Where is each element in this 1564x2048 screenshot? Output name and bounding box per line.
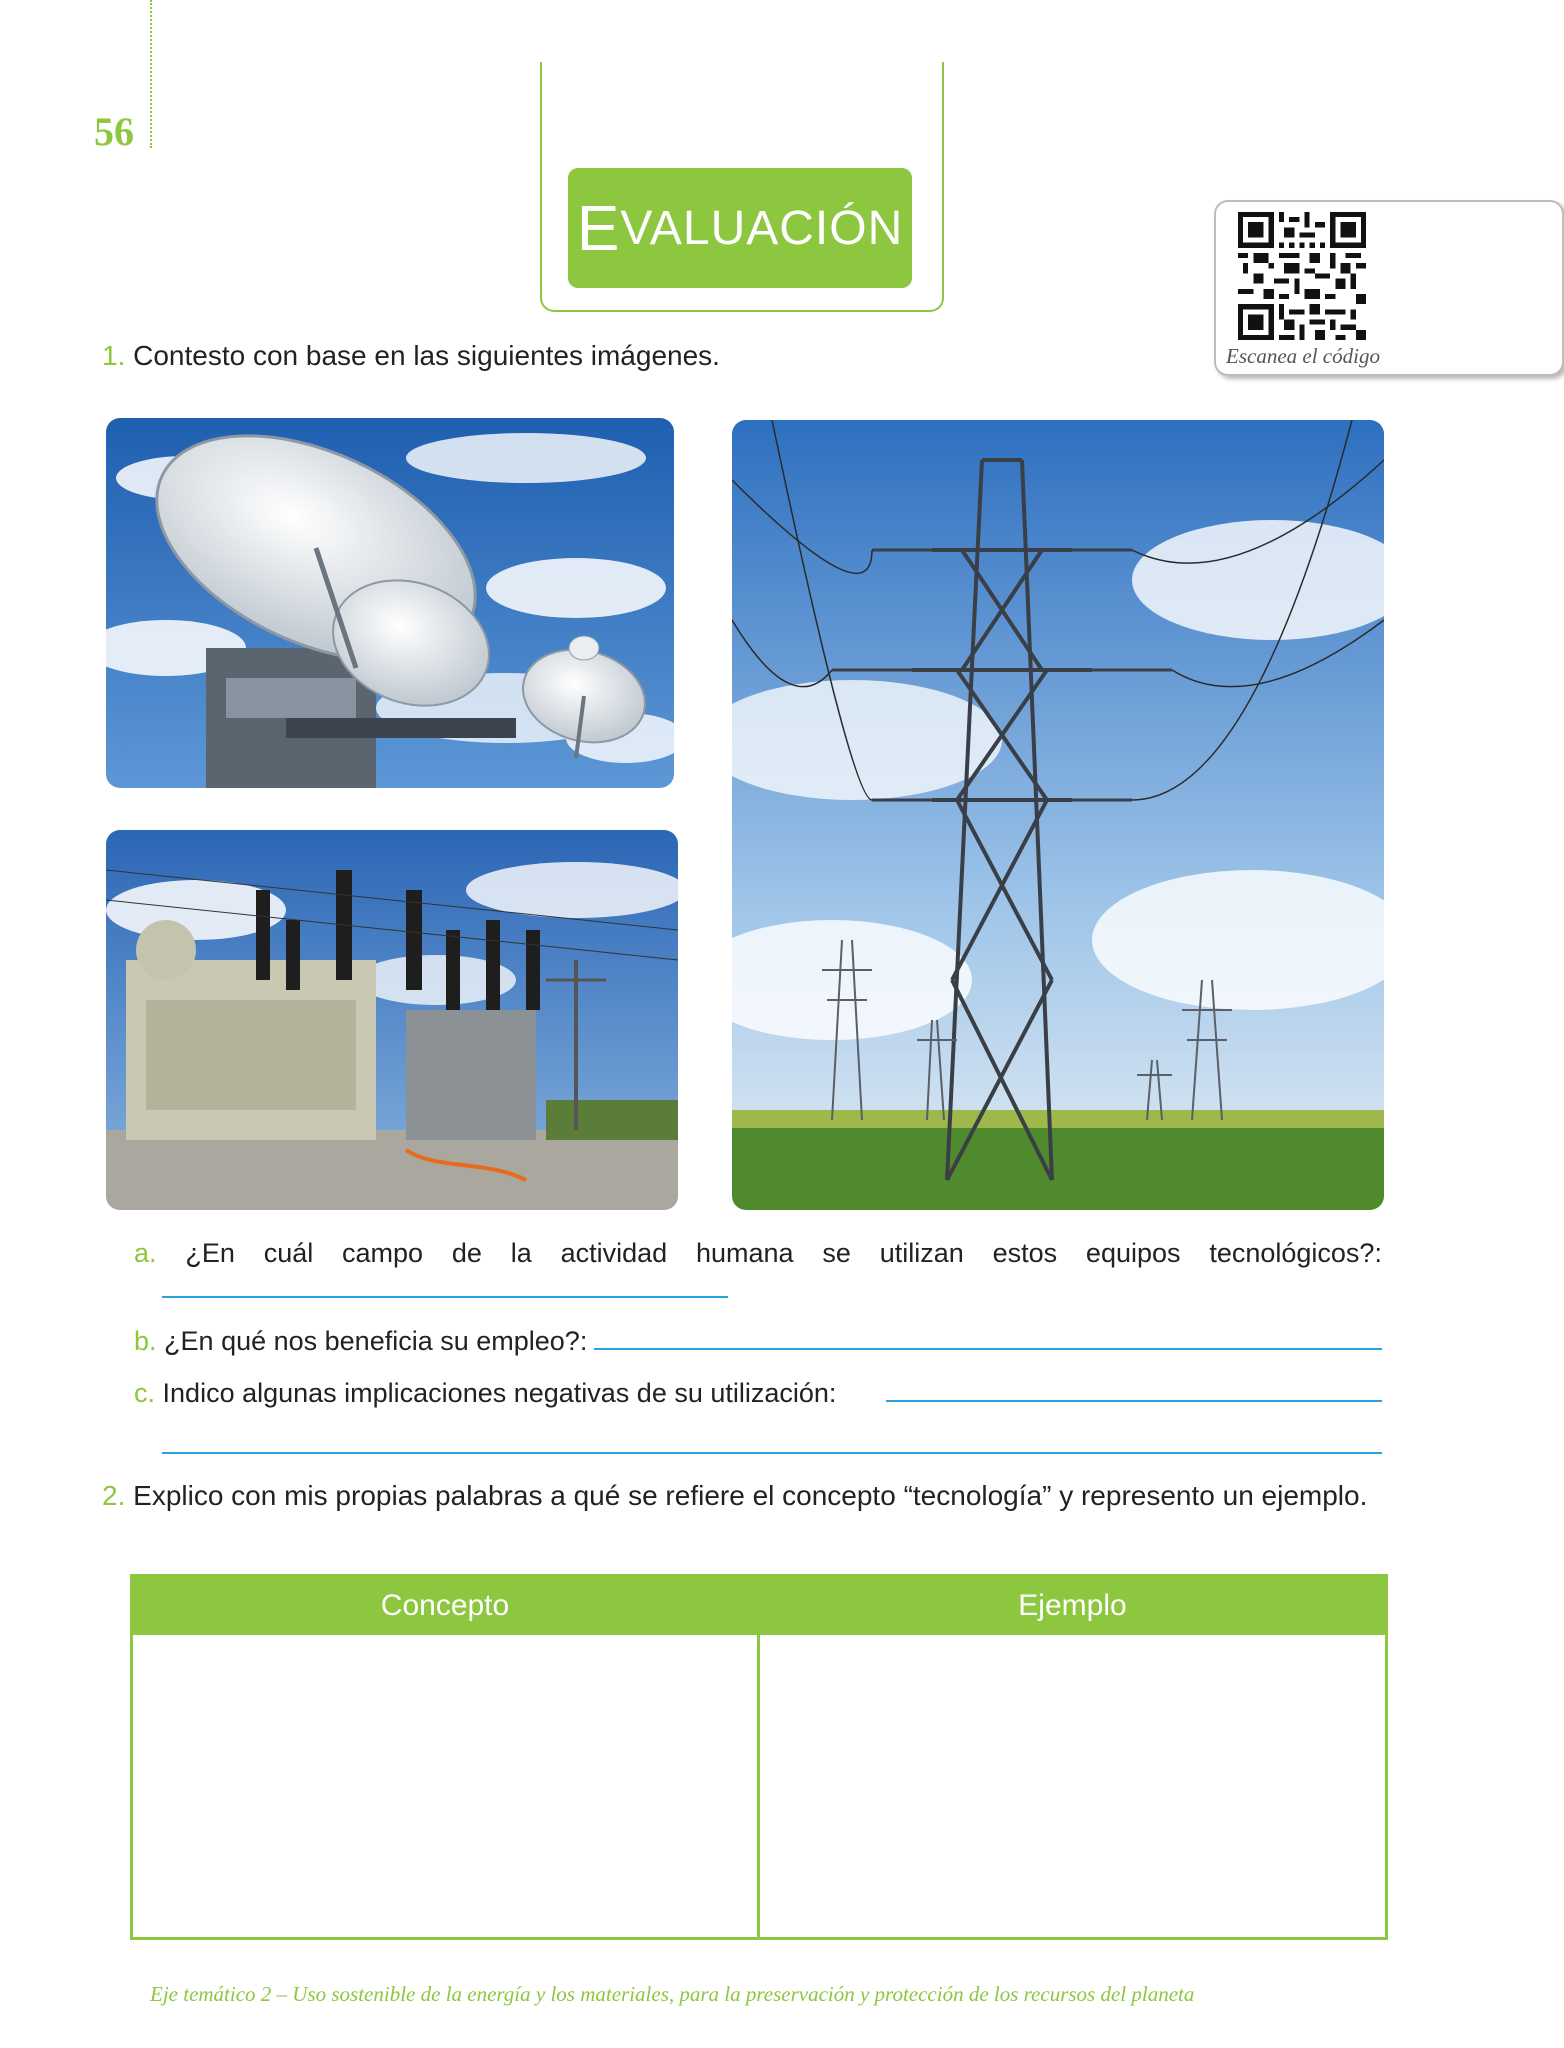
q1a-word: humana [695, 1238, 794, 1268]
transformer-illustration [106, 830, 678, 1210]
question-1 [102, 340, 720, 372]
concept-answer-cell[interactable] [133, 1635, 757, 1937]
concept-example-table [130, 1574, 1388, 1940]
q1a-word: equipos [1085, 1238, 1181, 1268]
question-2-number: 2. [102, 1480, 126, 1511]
q1a-word: se [822, 1238, 851, 1268]
power-tower-illustration [732, 420, 1384, 1210]
question-1b-letter: b. [134, 1326, 157, 1356]
q1a-word: utilizan [879, 1238, 964, 1268]
question-2 [102, 1480, 1367, 1512]
power-transmission-tower-photo [732, 420, 1384, 1210]
q1a-word: estos [992, 1238, 1058, 1268]
answer-line-1b[interactable] [594, 1348, 1382, 1350]
q1a-word: tecnológicos?: [1209, 1238, 1382, 1268]
q1a-word: cuál [263, 1238, 314, 1268]
question-1c [134, 1378, 836, 1409]
question-1-text: Contesto con base en las siguientes imágenes. [133, 340, 720, 371]
question-1a [134, 1238, 1382, 1269]
answer-line-1c-2[interactable] [162, 1452, 1382, 1454]
title-rest: VALUACIÓN [620, 201, 904, 255]
margin-dotted-line [150, 0, 152, 148]
question-2-text: Explico con mis propias palabras a qué se refiere el concepto “tecnología” y represento un ejemplo. [133, 1480, 1368, 1511]
table-header-concepto: Concepto [380, 1589, 510, 1622]
q1a-word: la [510, 1238, 532, 1268]
q1a-word: ¿En [185, 1238, 235, 1268]
satellite-dishes-illustration [106, 418, 674, 788]
answer-line-1a[interactable] [162, 1296, 728, 1298]
question-1b [134, 1326, 587, 1357]
table-header-ejemplo: Ejemplo [1018, 1589, 1127, 1622]
answer-line-1c[interactable] [886, 1400, 1382, 1402]
question-1-number: 1. [102, 340, 126, 371]
question-1c-letter: c. [134, 1378, 156, 1408]
q1a-word: actividad [560, 1238, 668, 1268]
q1a-word: de [451, 1238, 482, 1268]
footer-theme-text: Eje temático 2 – Uso sostenible de la energía y los materiales, para la preservación y protección de los recursos del planeta [150, 1982, 1195, 2006]
question-1b-text: ¿En qué nos beneficia su empleo?: [164, 1326, 588, 1356]
example-answer-cell[interactable] [760, 1635, 1385, 1937]
qr-code-box[interactable] [1214, 200, 1564, 376]
question-1c-text: Indico algunas implicaciones negativas de su utilización: [162, 1378, 837, 1408]
q1a-word: campo [342, 1238, 424, 1268]
transformer-substation-photo [106, 830, 678, 1210]
title-initial: E [576, 192, 621, 264]
qr-code-icon[interactable] [1238, 212, 1366, 340]
satellite-dishes-photo [106, 418, 674, 788]
page-number: 56 [94, 109, 134, 154]
page-title [568, 168, 912, 288]
question-1a-letter: a. [134, 1238, 157, 1268]
qr-caption: Escanea el código [1226, 344, 1380, 368]
